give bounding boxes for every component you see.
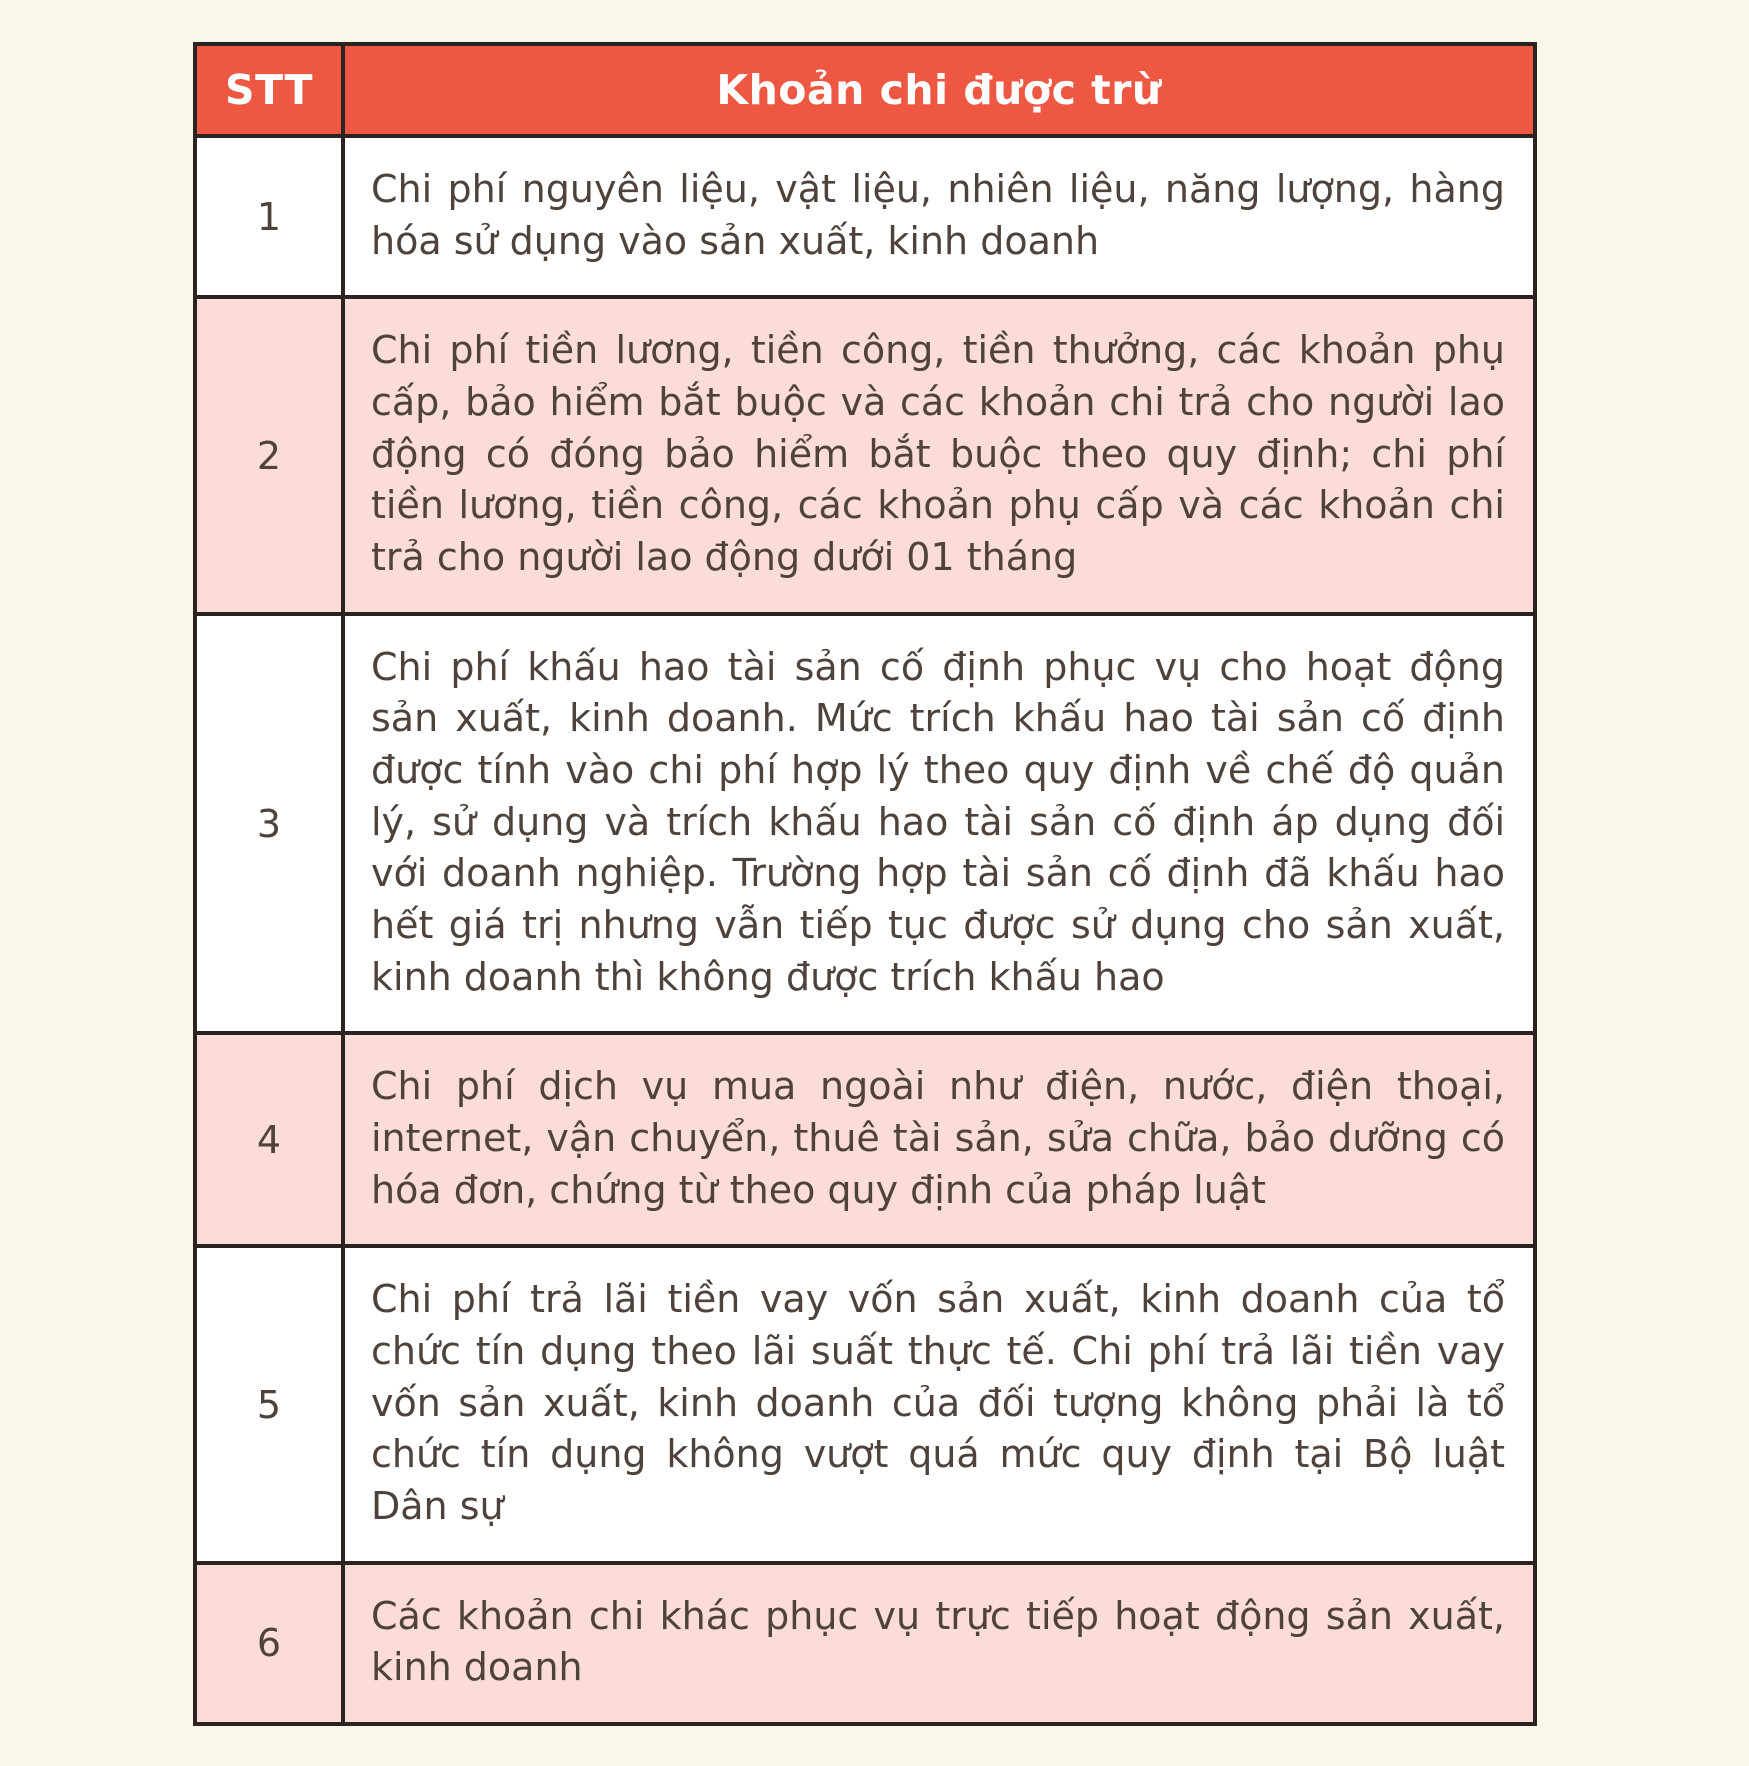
row-number: 5 — [195, 1246, 343, 1562]
header-row — [195, 44, 1535, 136]
row-number: 4 — [195, 1033, 343, 1246]
table-row — [195, 136, 1535, 297]
table-body — [195, 136, 1535, 1724]
table-row — [195, 297, 1535, 613]
row-text: Chi phí tiền lương, tiền công, tiền thưởng, các khoản phụ cấp, bảo hiểm bắt buộc và các khoản chi trả cho người lao động có đóng bảo hiểm bắt buộc theo quy định; chi phí tiền lương, tiền công, các khoản phụ cấp và các khoản chi trả cho người lao động dưới 01 tháng — [343, 297, 1535, 613]
row-text: Chi phí khấu hao tài sản cố định phục vụ cho hoạt động sản xuất, kinh doanh. Mức trích khấu hao tài sản cố định được tính vào chi phí hợp lý theo quy định về chế độ quản lý, sử dụng và trích khấu hao tài sản cố định áp dụng đối với doanh nghiệp. Trường hợp tài sản cố định đã khấu hao hết giá trị nhưng vẫn tiếp tục được sử dụng cho sản xuất, kinh doanh thì không được trích khấu hao — [343, 614, 1535, 1034]
row-text: Các khoản chi khác phục vụ trực tiếp hoạt động sản xuất, kinh doanh — [343, 1563, 1535, 1724]
table-row — [195, 1033, 1535, 1246]
table-row — [195, 1246, 1535, 1562]
row-number: 6 — [195, 1563, 343, 1724]
table-row — [195, 1563, 1535, 1724]
row-text: Chi phí trả lãi tiền vay vốn sản xuất, kinh doanh của tổ chức tín dụng theo lãi suất thực tế. Chi phí trả lãi tiền vay vốn sản xuất, kinh doanh của đối tượng không phải là tổ chức tín dụng không vượt quá mức quy định tại Bộ luật Dân sự — [343, 1246, 1535, 1562]
table-row — [195, 614, 1535, 1034]
header-cell-title: Khoản chi được trừ — [343, 44, 1535, 136]
row-number: 1 — [195, 136, 343, 297]
row-number: 3 — [195, 614, 343, 1034]
row-number: 2 — [195, 297, 343, 613]
table-header — [195, 44, 1535, 136]
row-text: Chi phí dịch vụ mua ngoài như điện, nước, điện thoại, internet, vận chuyển, thuê tài sản, sửa chữa, bảo dưỡng có hóa đơn, chứng từ theo quy định của pháp luật — [343, 1033, 1535, 1246]
header-cell-stt: STT — [195, 44, 343, 136]
row-text: Chi phí nguyên liệu, vật liệu, nhiên liệu, năng lượng, hàng hóa sử dụng vào sản xuất, kinh doanh — [343, 136, 1535, 297]
deductible-expenses-table — [193, 42, 1537, 1726]
